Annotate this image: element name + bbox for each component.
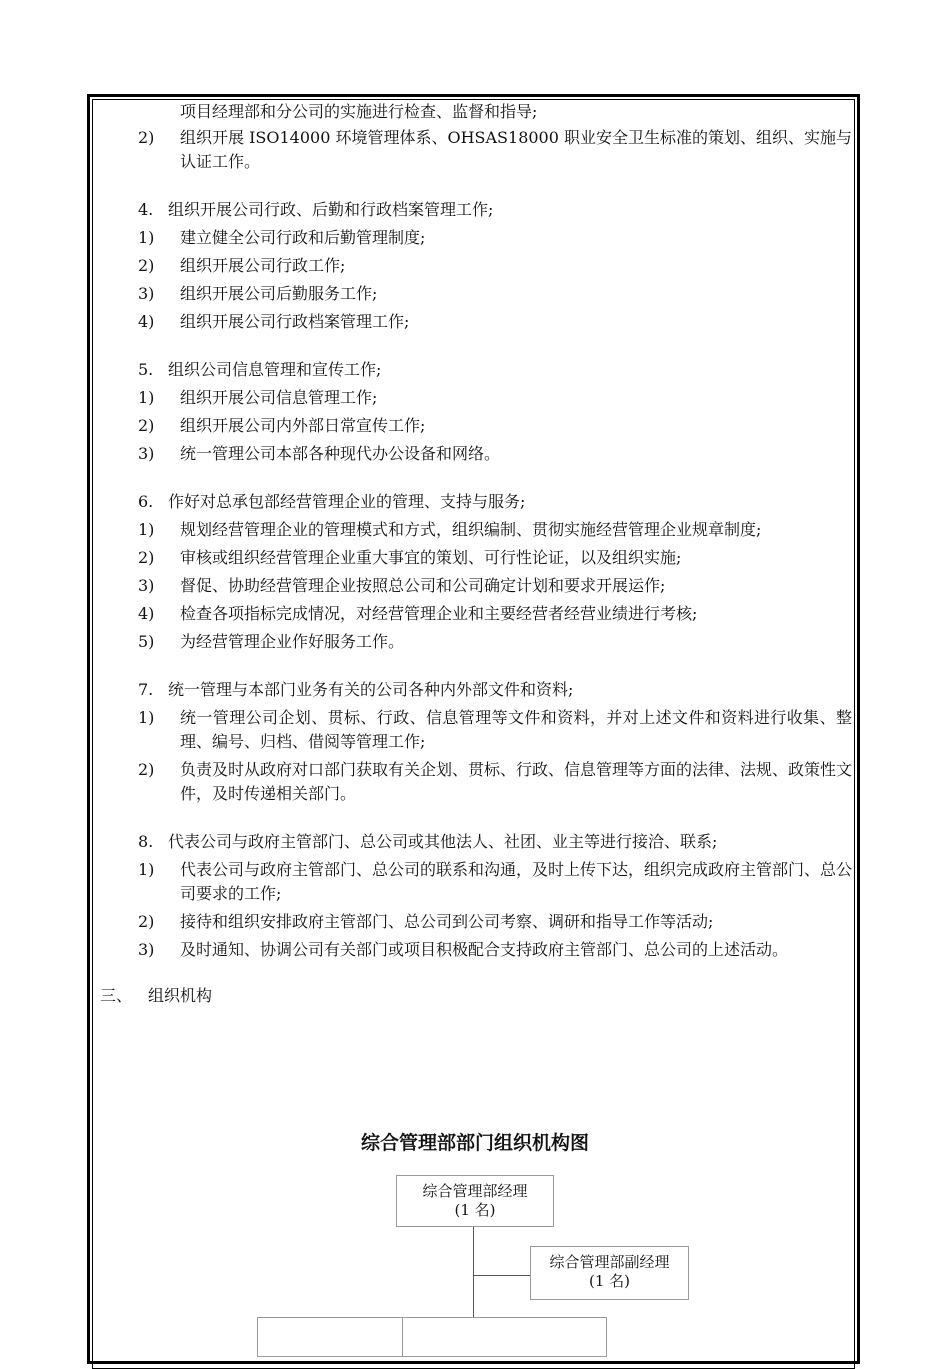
connector-to-deputy [473,1275,530,1276]
list-item-text: 统一管理公司本部各种现代办公设备和网络。 [180,444,501,463]
list-item [100,938,852,962]
list-item [100,254,852,278]
manager-title: 综合管理部经理 [422,1182,528,1200]
duty-heading-text: 代表公司与政府主管部门、总公司或其他法人、社团、业主等进行接洽、联系; [168,832,718,851]
list-item [100,226,852,250]
duty-heading-number: 8. [138,832,154,851]
duty-heading-number: 6. [138,492,154,511]
deputy-title: 综合管理部副经理 [549,1253,670,1271]
list-item-number: 4) [138,312,155,331]
list-item-text: 及时通知、协调公司有关部门或项目积极配合支持政府主管部门、总公司的上述活动。 [180,940,789,959]
list-item-number: 2) [138,256,155,275]
connector-vertical [473,1227,474,1317]
list-item-text: 组织开展 ISO14000 环境管理体系、OHSAS18000 职业安全卫生标准的策划、组织、实施与认证工作。 [180,128,853,171]
duty-heading-number: 7. [138,680,154,699]
list-item-number: 1) [138,860,155,879]
list-item-number: 2) [138,760,155,779]
list-item [100,574,852,598]
list-item-text: 建立健全公司行政和后勤管理制度; [180,228,426,247]
list-item-number: 1) [138,708,155,727]
duty-heading-text: 作好对总承包部经营管理企业的管理、支持与服务; [168,492,526,511]
list-item-text: 统一管理公司企划、贯标、行政、信息管理等文件和资料，并对上述文件和资料进行收集、整理、编号、归档、借阅等管理工作; [180,708,852,751]
section-heading [100,984,852,1008]
continuation-line: 项目经理部和分公司的实施进行检查、监督和指导; [180,102,538,121]
duty-heading-text: 组织开展公司行政、后勤和行政档案管理工作; [168,200,494,219]
list-item-number: 3) [138,576,155,595]
manager-count: (1 名) [454,1201,496,1219]
list-item [100,518,852,542]
list-item-number: 3) [138,444,155,463]
list-item [100,602,852,626]
document-body [100,100,852,1008]
list-item [100,126,852,174]
list-item-text: 负责及时从政府对口部门获取有关企划、贯标、行政、信息管理等方面的法律、法规、政策性文件，及时传递相关部门。 [180,760,853,803]
section-title: 组织机构 [148,986,213,1005]
list-item-text: 组织开展公司信息管理工作; [180,388,378,407]
list-item [100,386,852,410]
list-item-text: 审核或组织经营管理企业重大事宜的策划、可行性论证，以及组织实施; [180,548,682,567]
list-item-text: 检查各项指标完成情况，对经营管理企业和主要经营者经营业绩进行考核; [180,604,698,623]
duty-heading-number: 5. [138,360,154,379]
subordinate-box-left [257,1317,403,1357]
duty-heading-8 [100,830,852,854]
subordinate-box-right [402,1317,607,1357]
list-item-text: 为经营管理企业作好服务工作。 [180,632,405,651]
duty-heading-text: 组织公司信息管理和宣传工作; [168,360,382,379]
list-item-number: 5) [138,632,155,651]
section-number: 三、 [100,986,133,1005]
list-item-number: 4) [138,604,155,623]
list-item [100,706,852,754]
list-item-number: 1) [138,228,155,247]
list-item-number: 1) [138,520,155,539]
list-item-number: 2) [138,548,155,567]
duty-heading-5 [100,358,852,382]
list-item-number: 3) [138,284,155,303]
list-item-number: 2) [138,912,155,931]
list-item [100,546,852,570]
list-item-text: 代表公司与政府主管部门、总公司的联系和沟通，及时上传下达，组织完成政府主管部门、总公司要求的工作; [180,860,853,903]
list-item-text: 组织开展公司行政工作; [180,256,346,275]
list-item [100,910,852,934]
list-item-number: 1) [138,388,155,407]
list-item-text: 规划经营管理企业的管理模式和方式，组织编制、贯彻实施经营管理企业规章制度; [180,520,762,539]
list-item [100,758,852,806]
list-item-number: 2) [138,416,155,435]
duty-heading-6 [100,490,852,514]
list-item-text: 组织开展公司行政档案管理工作; [180,312,410,331]
duty-heading-number: 4. [138,200,154,219]
list-item [100,310,852,334]
list-item [100,442,852,466]
org-chart-title: 综合管理部部门组织机构图 [360,1132,589,1154]
list-item [100,858,852,906]
duty-heading-4 [100,198,852,222]
list-item [100,414,852,438]
list-item [100,630,852,654]
list-item [100,282,852,306]
list-item-text: 接待和组织安排政府主管部门、总公司到公司考察、调研和指导工作等活动; [180,912,714,931]
manager-box [396,1175,554,1227]
deputy-count: (1 名) [588,1272,631,1290]
duty-heading-text: 统一管理与本部门业务有关的公司各种内外部文件和资料; [168,680,574,699]
list-item-number: 2) [138,128,155,147]
deputy-box [530,1246,689,1300]
list-item-text: 组织开展公司内外部日常宣传工作; [180,416,426,435]
list-item-text: 组织开展公司后勤服务工作; [180,284,378,303]
list-item-text: 督促、协助经营管理企业按照总公司和公司确定计划和要求开展运作; [180,576,666,595]
duty-heading-7 [100,678,852,702]
list-item-number: 3) [138,940,155,959]
